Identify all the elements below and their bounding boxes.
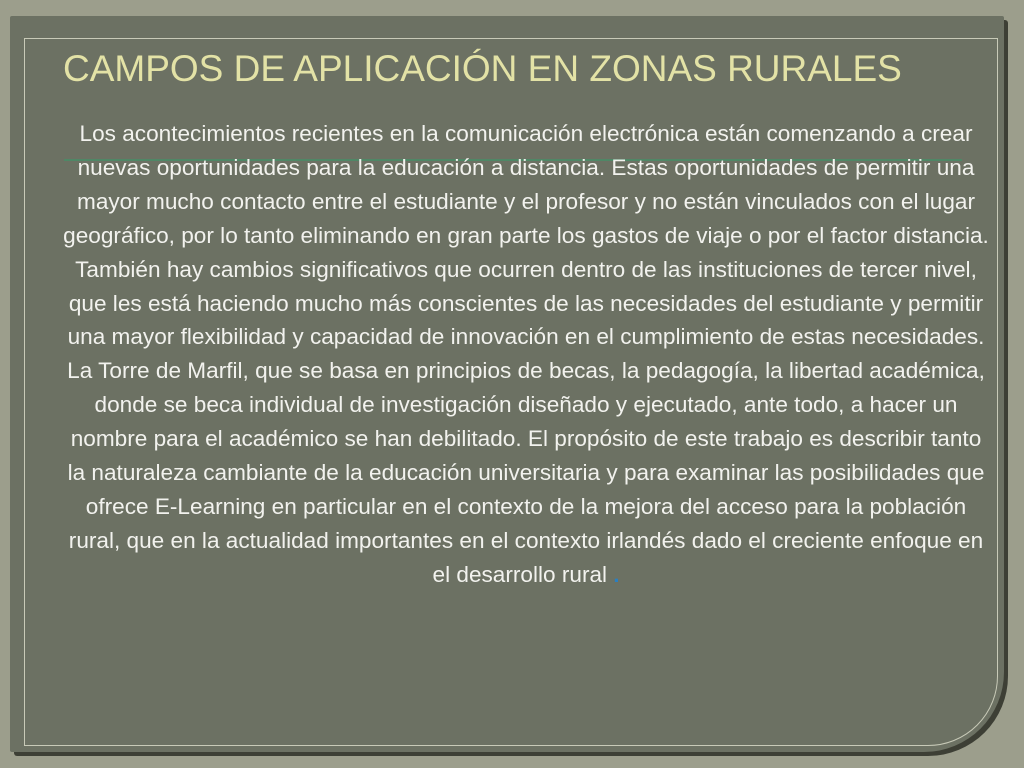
- closing-period-mark: .: [613, 561, 620, 587]
- slide-title: CAMPOS DE APLICACIÓN EN ZONAS RURALES: [63, 48, 902, 89]
- slide-body-paragraph: [62, 117, 990, 592]
- slide-body-text: Los acontecimientos recientes en la comunicación electrónica están comenzando a crear nuevas oportunidades para la educación a distancia. Estas oportunidades de permitir una mayor mucho contacto entre el estudiante y el profesor y no están vinculados con el lugar geográfico, por lo tanto eliminando en gran parte los gastos de viaje o por el factor distancia. También hay cambios significativos que ocurren dentro de las instituciones de tercer nivel, que les está haciendo mucho más conscientes de las necesidades del estudiante y permitir una mayor flexibilidad y capacidad de innovación en el cumplimiento de estas necesidades. La Torre de Marfil, que se basa en principios de becas, la pedagogía, la libertad académica, donde se beca individual de investigación diseñado y ejecutado, ante todo, a hacer un nombre para el académico se han debilitado. El propósito de este trabajo es describir tanto la naturaleza cambiante de la educación universitaria y para examinar las posibilidades que ofrece E-Learning en particular en el contexto de la mejora del acceso para la población rural, que en la actualidad importantes en el contexto irlandés dado el creciente enfoque en el desarrollo rural: [63, 121, 989, 587]
